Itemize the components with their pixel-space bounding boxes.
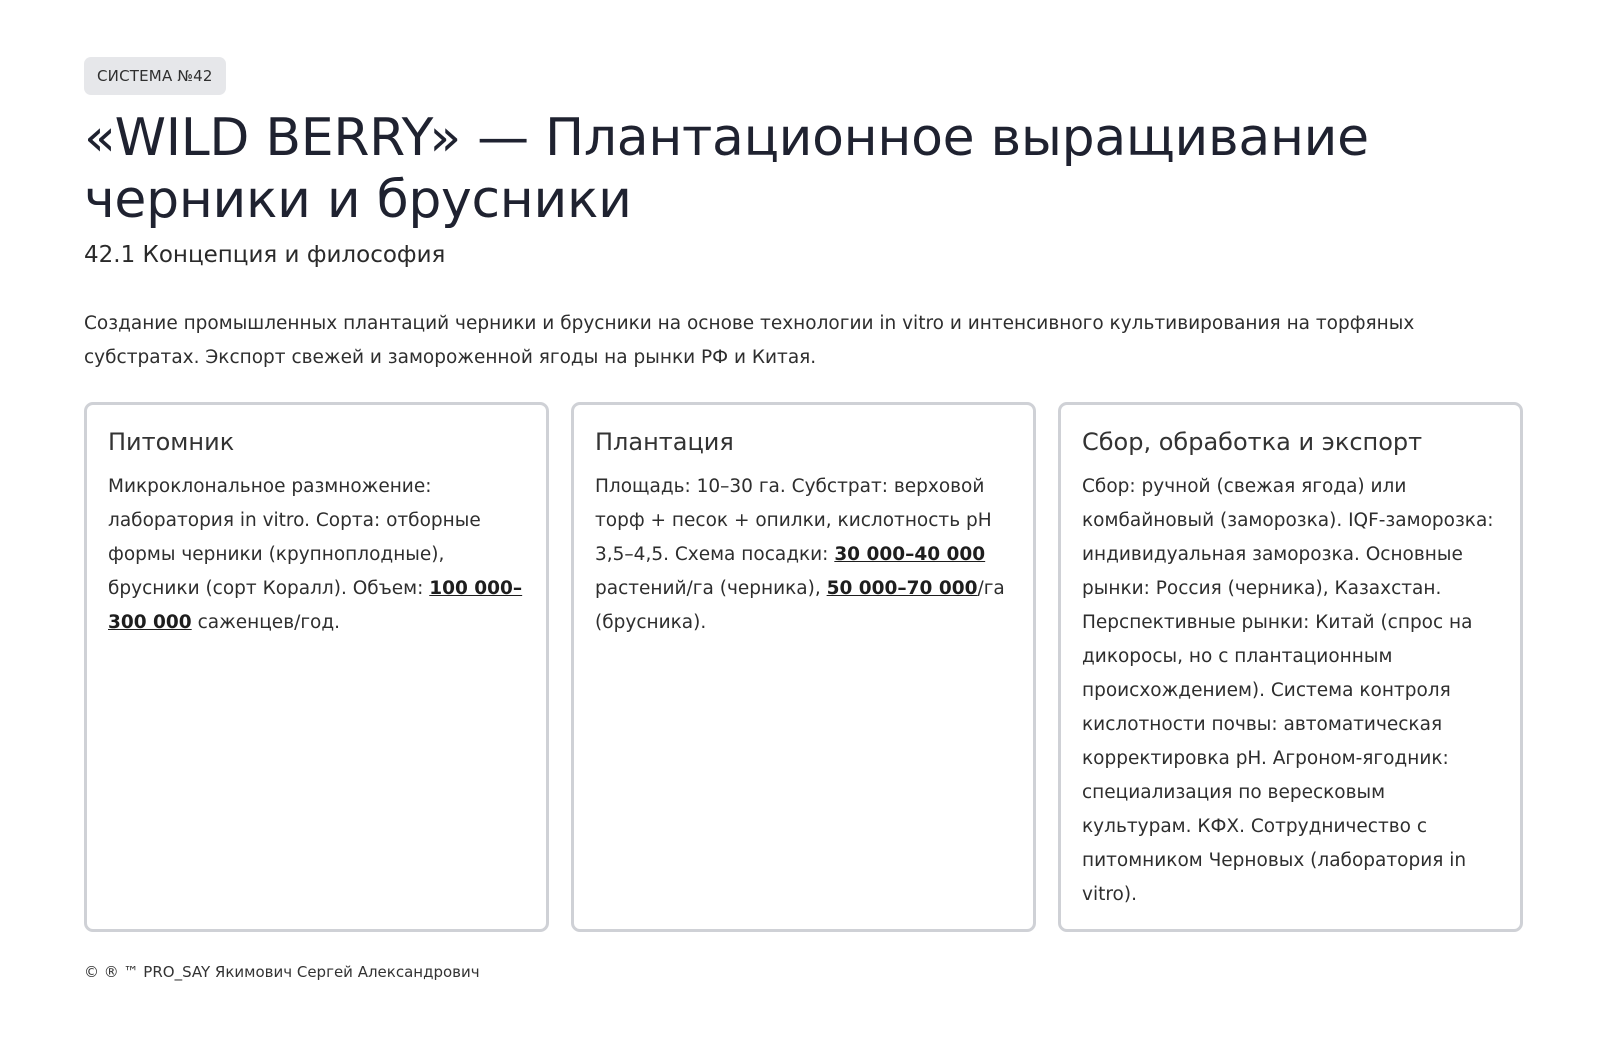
card-highlight: 30 000–40 000 [834,544,986,565]
lead-paragraph: Создание промышленных плантаций черники и брусники на основе технологии in vitro и интенсивного культивирования на торфяных субстратах. Экспорт свежей и замороженной ягоды на рынки РФ и Китая. [84,313,1415,368]
card-highlight: 50 000–70 000 [826,578,978,599]
card-text [108,470,526,640]
card-text: Сбор: ручной (свежая ягода) или комбайновый (заморозка). IQF-заморозка: индивидуальная заморозка. Основные рынки: Россия (черника), Казахстан. Перспективные рынки: Китай (спрос на дикоросы, но с плантационным происхождением). Система контроля кислотности почвы: автоматическая корректировка pH. Агроном-ягодник: специализация по вересковым культурам. КФХ. Сотрудничество с питомником Черновых (лаборатория in vitro). [1082,476,1494,905]
card-text-part: растений/га (черника), [595,578,827,599]
page-title: «WILD BERRY» — Плантационное выращивание черники и брусники [84,108,1369,230]
cards-row [84,402,1524,932]
card-text-part: /га (брусника). [595,578,1005,633]
page-content [84,57,1524,905]
card-plantation [571,402,1036,932]
card-text-part: Микроклональное размножение: лаборатория in vitro. Сорта: отборные формы черники (крупноплодные), брусники (сорт Коралл). Объем: [108,476,481,599]
card-harvest-export [1058,402,1523,932]
copyright-footer: © ® ™ PRO_SAY Якимович Сергей Александрович [84,963,480,981]
card-nursery [84,402,549,932]
section-subtitle: 42.1 Концепция и философия [84,242,446,268]
card-highlight: 100 000–300 000 [108,578,523,633]
card-text-part: Площадь: 10–30 га. Субстрат: верховой торф + песок + опилки, кислотность pH 3,5–4,5. Схема посадки: [595,476,992,565]
card-title: Плантация [595,428,734,456]
card-text-part: саженцев/год. [191,612,341,633]
card-title: Сбор, обработка и экспорт [1082,428,1423,456]
card-text [595,470,1013,640]
card-title: Питомник [108,428,235,456]
system-badge: СИСТЕМА №42 [84,57,226,95]
